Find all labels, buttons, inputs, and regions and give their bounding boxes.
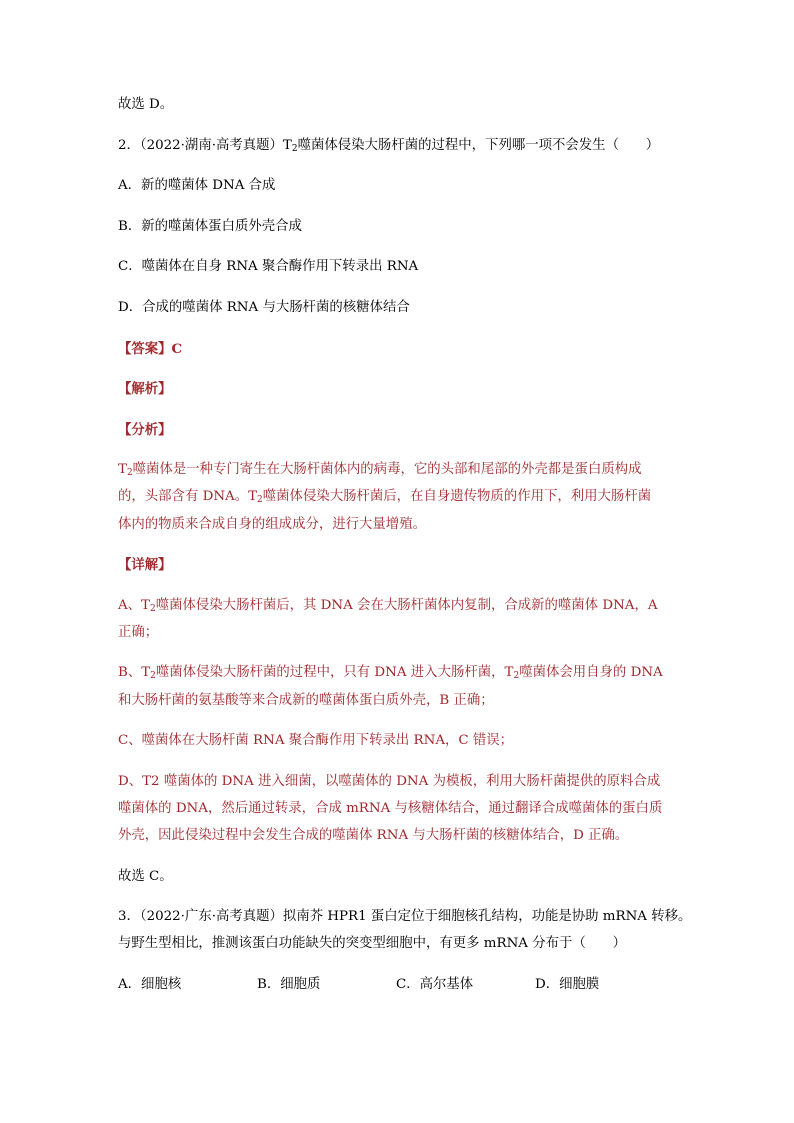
q2-option-d: D．合成的噬菌体 RNA 与大肠杆菌的核糖体结合 <box>118 300 410 315</box>
q2-stem-part-a: 2．（2022·湖南·高考真题）T <box>118 138 292 153</box>
detail-b1-subscript-2: 2 <box>513 671 520 681</box>
q3-stem-line-2: 与野生型相比，推测该蛋白功能缺失的突变型细胞中，有更多 mRNA 分布于（ ） <box>118 936 626 951</box>
detail-b1-part-b: 噬菌体侵染大肠杆菌的过程中，只有 DNA 进入大肠杆菌，T <box>155 665 514 680</box>
detail-b1-part-c: 噬菌体会用自身的 DNA <box>519 665 663 680</box>
detail-b1-subscript: 2 <box>150 671 156 681</box>
q3-option-c: C．高尔基体 <box>396 977 474 992</box>
analysis-line-2 <box>118 488 651 506</box>
q2-option-a: A．新的噬菌体 DNA 合成 <box>118 178 276 193</box>
q2-stem-part-b: 噬菌体侵染大肠杆菌的过程中，下列哪一项不会发生（ ） <box>297 138 660 153</box>
q3-option-a: A．细胞核 <box>118 977 182 992</box>
detail-a1-subscript: 2 <box>150 604 156 614</box>
analysis-l2-subscript: 2 <box>257 495 263 505</box>
answer-label: 【答案】C <box>118 341 183 357</box>
q2-option-c: C．噬菌体在自身 RNA 聚合酶作用下转录出 RNA <box>118 259 419 274</box>
analysis-line-1: $T_2$噬菌体是一种专门寄生在大肠杆菌体内的病毒，它的头部和尾部的外壳都是蛋白质构成 <box>118 462 642 478</box>
analysis-l1-subscript: 2 <box>126 468 133 478</box>
q3-option-b: B．细胞质 <box>257 977 321 992</box>
detail-d-line-2: 噬菌体的 DNA，然后通过转录，合成 mRNA 与核糖体结合，通过翻译合成噬菌体的蛋白质 <box>118 801 663 816</box>
detail-b-line-2: 和大肠杆菌的氨基酸等来合成新的噬菌体蛋白质外壳，B 正确； <box>118 693 494 708</box>
jiexi-label: 【解析】 <box>118 381 172 397</box>
analysis-l1-text: 噬菌体是一种专门寄生在大肠杆菌体内的病毒，它的头部和尾部的外壳都是蛋白质构成 <box>132 462 642 477</box>
q3-option-d: D．细胞膜 <box>535 977 600 992</box>
xiangjie-label: 【详解】 <box>118 557 172 573</box>
q3-stem-line-1: 3．（2022·广东·高考真题）拟南芥 HPR1 蛋白定位于细胞核孔结构，功能是协助 mRNA 转移。 <box>118 909 692 924</box>
q2-stem-subscript: 2 <box>291 144 298 154</box>
analysis-l2-part-b: 噬菌体侵染大肠杆菌后，在自身遗传物质的作用下，利用大肠杆菌 <box>262 489 652 504</box>
detail-d-line-1: D、T2 噬菌体的 DNA 进入细菌，以噬菌体的 DNA 为模板，利用大肠杆菌提供的原料合成 <box>118 774 661 789</box>
detail-a-line-1 <box>118 597 658 615</box>
analysis-line-3: 体内的物质来合成自身的组成成分，进行大量增殖。 <box>118 517 426 532</box>
detail-d-line-3: 外壳，因此侵染过程中会发生合成的噬菌体 RNA 与大肠杆菌的核糖体结合，D 正确。 <box>118 828 629 843</box>
detail-a-line-2: 正确； <box>118 625 159 640</box>
prev-conclusion: 故选 D。 <box>118 97 174 112</box>
q2-stem <box>118 137 659 155</box>
fenxi-label: 【分析】 <box>118 422 172 438</box>
detail-a1-part-a: A、T <box>118 598 150 613</box>
detail-c-line: C、噬菌体在大肠杆菌 RNA 聚合酶作用下转录出 RNA，C 错误； <box>118 733 514 748</box>
detail-b-line-1 <box>118 664 663 682</box>
detail-a1-part-b: 噬菌体侵染大肠杆菌后，其 DNA 会在大肠杆菌体内复制，合成新的噬菌体 DNA，A <box>155 598 658 613</box>
analysis-l2-part-a: 的，头部含有 DNA。T <box>118 489 258 504</box>
q2-conclusion: 故选 C。 <box>118 869 173 884</box>
detail-b1-part-a: B、T <box>118 665 151 680</box>
q2-option-b: B．新的噬菌体蛋白质外壳合成 <box>118 219 302 234</box>
